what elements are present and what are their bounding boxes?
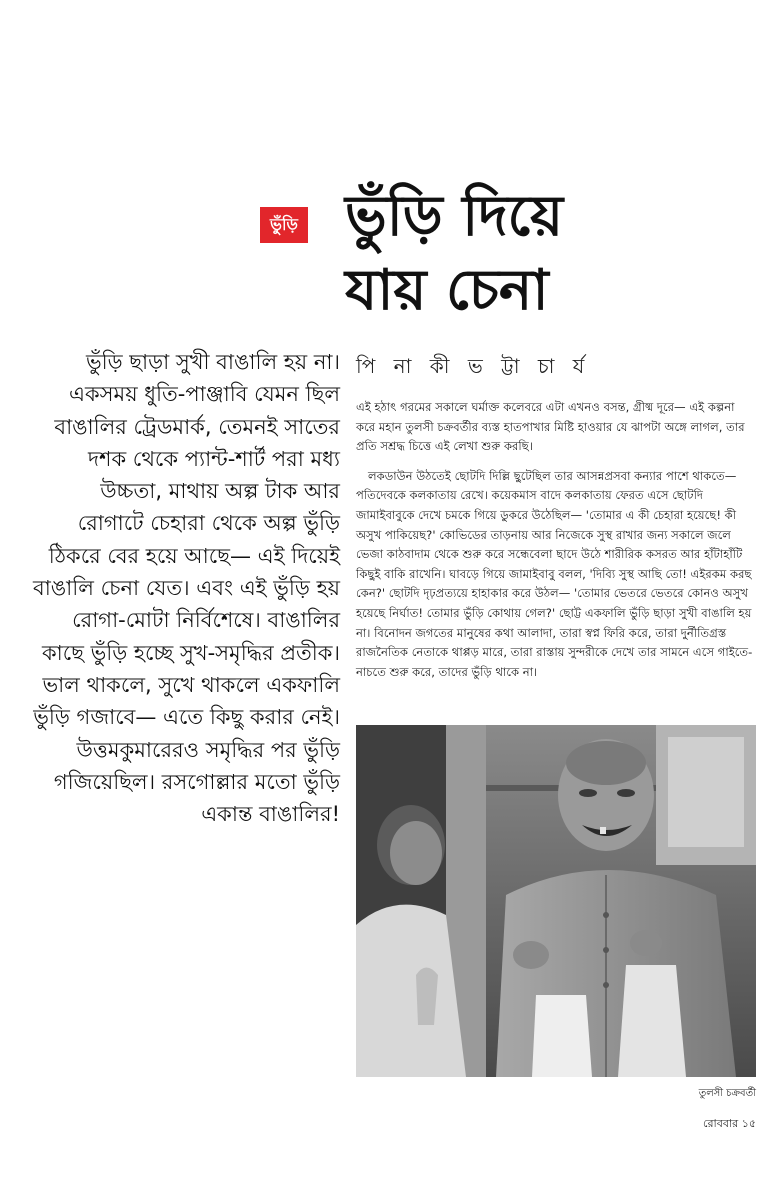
pull-quote: ভুঁড়ি ছাড়া সুখী বাঙালি হয় না। একসময় ধুতি-পাঞ্জাবি যেমন ছিল বাঙালির ট্রেডমার্ক, তেমনই সাতের দশক থেকে প্যান্ট-শার্ট পরা মধ্য উচ্চতা, মাথায় অল্প টাক আর রোগাটে চেহারা থেকে অল্প ভুঁড়ি ঠিকরে বের হয়ে আছে— এই দিয়েই বাঙালি চেনা যেত। এবং এই ভুঁড়ি হয় রোগা-মোটা নির্বিশেষে। বাঙালির কাছে ভুঁড়ি হচ্ছে সুখ-সমৃদ্ধির প্রতীক। ভাল থাকলে, সুখে থাকলে একফালি ভুঁড়ি গজাবে— এতে কিছু করার নেই। উত্তমকুমারেরও সমৃদ্ধির পর ভুঁড়ি গজিয়েছিল। রসগোল্লার মতো ভুঁড়ি একান্ত বাঙালির! <box>33 350 340 827</box>
author-byline: পি না কী ভ ট্টা চা র্য <box>356 354 591 378</box>
headline-line-2: যায় চেনা <box>345 258 549 323</box>
headline-line-1: ভুঁড়ি দিয়ে <box>345 184 564 249</box>
body-paragraph-2: লকডাউন উঠতেই ছোটদি দিল্লি ছুটেছিল তার আসন্নপ্রসবা কন্যার পাশে থাকতে— পতিদেবকে কলকাতায় রেখে। কয়েকমাস বাদে কলকাতায় ফেরত এসে ছোটদি জামাইবাবুকে দেখে চমকে গিয়ে ডুকরে উঠেছিল— 'তোমার এ কী চেহারা হয়েছে! কী অসুখ পাকিয়েছ?' কোভিডের তাড়নায় আর নিজেকে সুস্থ রাখার জন্য সকালে জলে ভেজা কাঠবাদাম থেকে শুরু করে সন্ধেবেলা ছাদে উঠে শারীরিক কসরত আর হাঁটাহাঁটি কিছুই বাকি রাখেনি। ঘাবড়ে গিয়ে জামাইবাবু বলল, 'দিব্যি সুস্থ আছি তো! এইরকম করছ কেন?' ছোটদি দৃঢ়প্রত্যয়ে হাহাকার করে উঠল— 'তোমার ভেতরে ভেতরে কোনও অসুখ হয়েছে নির্ঘাত! তোমার ভুঁড়ি কোথায় গেল?' ছোট্ট একফালি ভুঁড়ি ছাড়া সুখী বাঙালি হয় না। বিনোদন জগতের মানুষের কথা আলাদা, তারা স্বপ্ন ফিরি করে, তারা দুর্নীতিগ্রস্ত রাজনৈতিক নেতাকে থাপ্পড় মারে, তারা রাস্তায় সুন্দরীকে দেখে তার সামনে এসে গাইতে-নাচতে শুরু করে, তাদের ভুঁড়ি থাকে না। <box>356 468 753 679</box>
section-tag: ভুঁড়ি <box>260 207 308 243</box>
article-photo <box>356 725 756 1077</box>
photo-caption: তুলসী চক্রবর্তী <box>698 1088 756 1099</box>
article-headline <box>345 180 755 328</box>
page-folio: রোববার ১৫ <box>703 1117 756 1130</box>
article-body <box>356 398 756 682</box>
photo-illustration <box>356 725 756 1077</box>
body-paragraph-1: এই হঠাৎ গরমের সকালে ঘর্মাক্ত কলেবরে এটা এখনও বসন্ত, গ্রীষ্ম দূরে— এই কল্পনা করে মহান তুলসী চক্রবর্তীর ব্যস্ত হাতপাখার মিষ্টি হাওয়ার যে ঝাপটা অঙ্গে লাগল, তার প্রতি সশ্রদ্ধ চিত্তে এই লেখা শুরু করছি। <box>356 400 745 454</box>
